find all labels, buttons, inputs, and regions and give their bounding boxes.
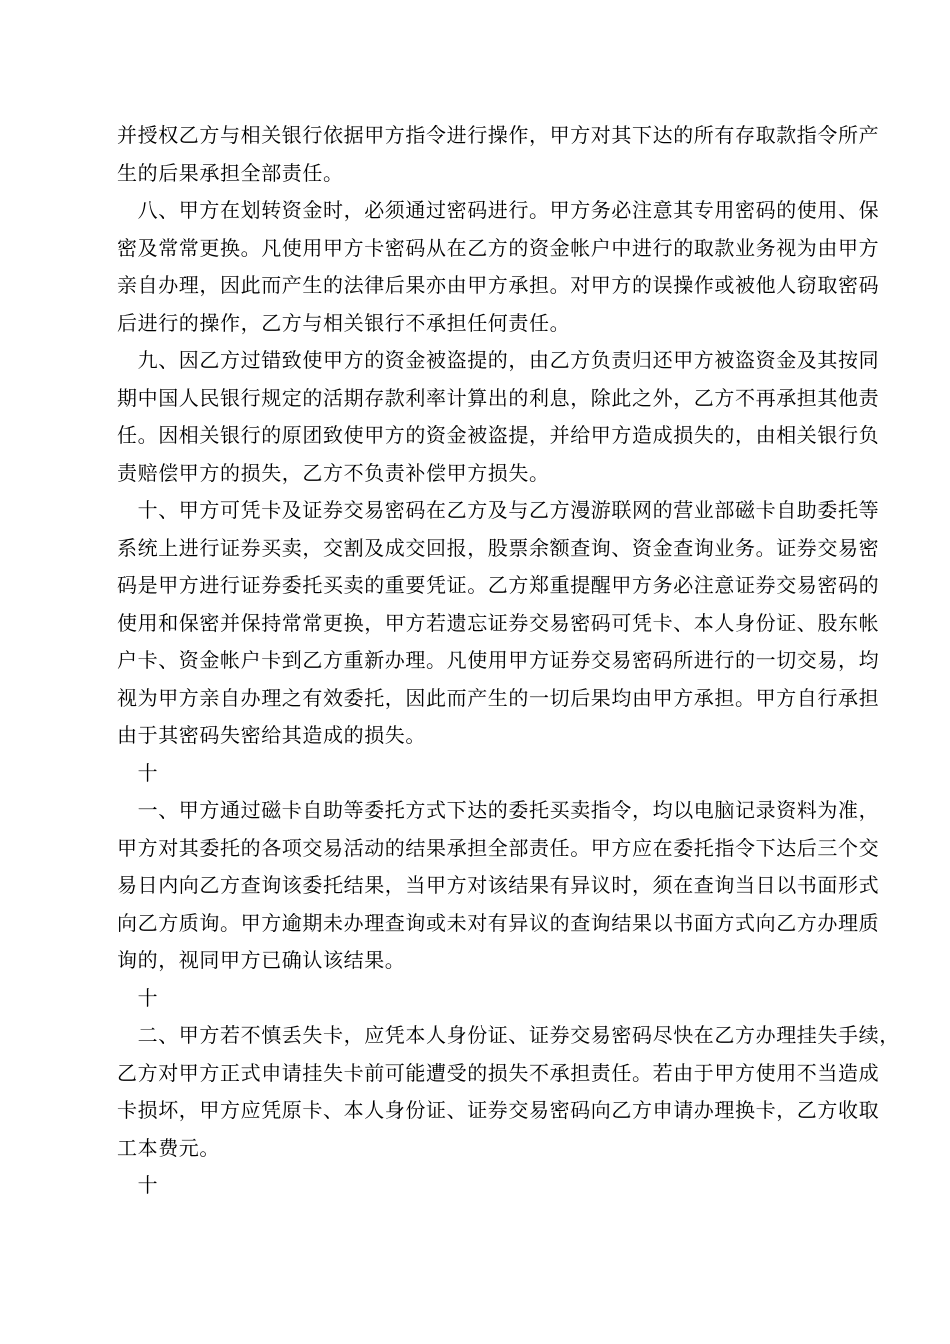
paragraph-clause-10 [117, 492, 880, 755]
text-line: 任。因相关银行的原团致使甲方的资金被盗提，并给甲方造成损失的，由相关银行负 [117, 423, 880, 447]
text-line: 后进行的操作，乙方与相关银行不承担任何责任。 [117, 310, 571, 335]
paragraph-clause-13-number [117, 1167, 837, 1205]
text-line: 期中国人民银行规定的活期存款利率计算出的利息，除此之外，乙方不再承担其他责 [117, 385, 880, 410]
text-line: 户卡、资金帐户卡到乙方重新办理。凡使用甲方证券交易密码所进行的一切交易，均 [117, 648, 880, 672]
paragraph-authorization-tail [117, 117, 880, 192]
text-line: 责赔偿甲方的损失，乙方不负责补偿甲方损失。 [117, 460, 550, 485]
text-line: 码是甲方进行证券委托买卖的重要凭证。乙方郑重提醒甲方务必注意证券交易密码的 [117, 573, 880, 597]
text-line: 工本费元。 [117, 1135, 220, 1160]
text-line: 十 [117, 985, 159, 1010]
text-line: 系统上进行证券买卖，交割及成交回报，股票余额查询、资金查询业务。证券交易密 [117, 535, 880, 560]
text-line: 十、甲方可凭卡及证券交易密码在乙方及与乙方漫游联网的营业部磁卡自助委托等 [117, 498, 880, 522]
text-line: 使用和保密并保持常常更换，甲方若遗忘证券交易密码可凭卡、本人身份证、股东帐 [117, 610, 880, 635]
document-body [117, 117, 900, 1205]
text-line: 十 [117, 760, 159, 785]
text-line: 密及常常更换。凡使用甲方卡密码从在乙方的资金帐户中进行的取款业务视为由甲方 [117, 235, 880, 260]
text-line: 向乙方质询。甲方逾期未办理查询或未对有异议的查询结果以书面方式向乙方办理质 [117, 910, 880, 935]
text-line: 八、甲方在划转资金时，必须通过密码进行。甲方务必注意其专用密码的使用、保 [117, 198, 880, 222]
text-line: 易日内向乙方查询该委托结果，当甲方对该结果有异议时，须在查询当日以书面形式 [117, 873, 880, 897]
text-line: 甲方对其委托的各项交易活动的结果承担全部责任。甲方应在委托指令下达后三个交 [117, 835, 880, 860]
text-line: 并授权乙方与相关银行依据甲方指令进行操作，甲方对其下达的所有存取款指令所产 [117, 123, 880, 147]
paragraph-clause-12 [117, 1017, 900, 1167]
paragraph-clause-9 [117, 342, 880, 492]
paragraph-clause-12-number [117, 980, 837, 1018]
paragraph-clause-8 [117, 192, 880, 342]
text-line: 十 [117, 1173, 159, 1197]
text-line: 由于其密码失密给其造成的损失。 [117, 723, 426, 747]
paragraph-clause-11 [117, 792, 880, 980]
text-line: 视为甲方亲自办理之有效委托，因此而产生的一切后果均由甲方承担。甲方自行承担 [117, 685, 880, 710]
text-line: 乙方对甲方正式申请挂失卡前可能遭受的损失不承担责任。若由于甲方使用不当造成 [117, 1060, 880, 1085]
text-line: 生的后果承担全部责任。 [117, 160, 344, 185]
text-line: 卡损坏，甲方应凭原卡、本人身份证、证券交易密码向乙方申请办理换卡，乙方收取 [117, 1098, 880, 1122]
text-line: 一、甲方通过磁卡自助等委托方式下达的委托买卖指令，均以电脑记录资料为准， [117, 798, 880, 822]
text-line: 询的，视同甲方已确认该结果。 [117, 948, 406, 972]
paragraph-clause-11-number [117, 755, 837, 793]
text-line: 九、因乙方过错致使甲方的资金被盗提的，由乙方负责归还甲方被盗资金及其按同 [117, 348, 880, 372]
text-line: 二、甲方若不慎丢失卡，应凭本人身份证、证券交易密码尽快在乙方办理挂失手续， [117, 1023, 900, 1047]
text-line: 亲自办理，因此而产生的法律后果亦由甲方承担。对甲方的误操作或被他人窃取密码 [117, 273, 880, 297]
